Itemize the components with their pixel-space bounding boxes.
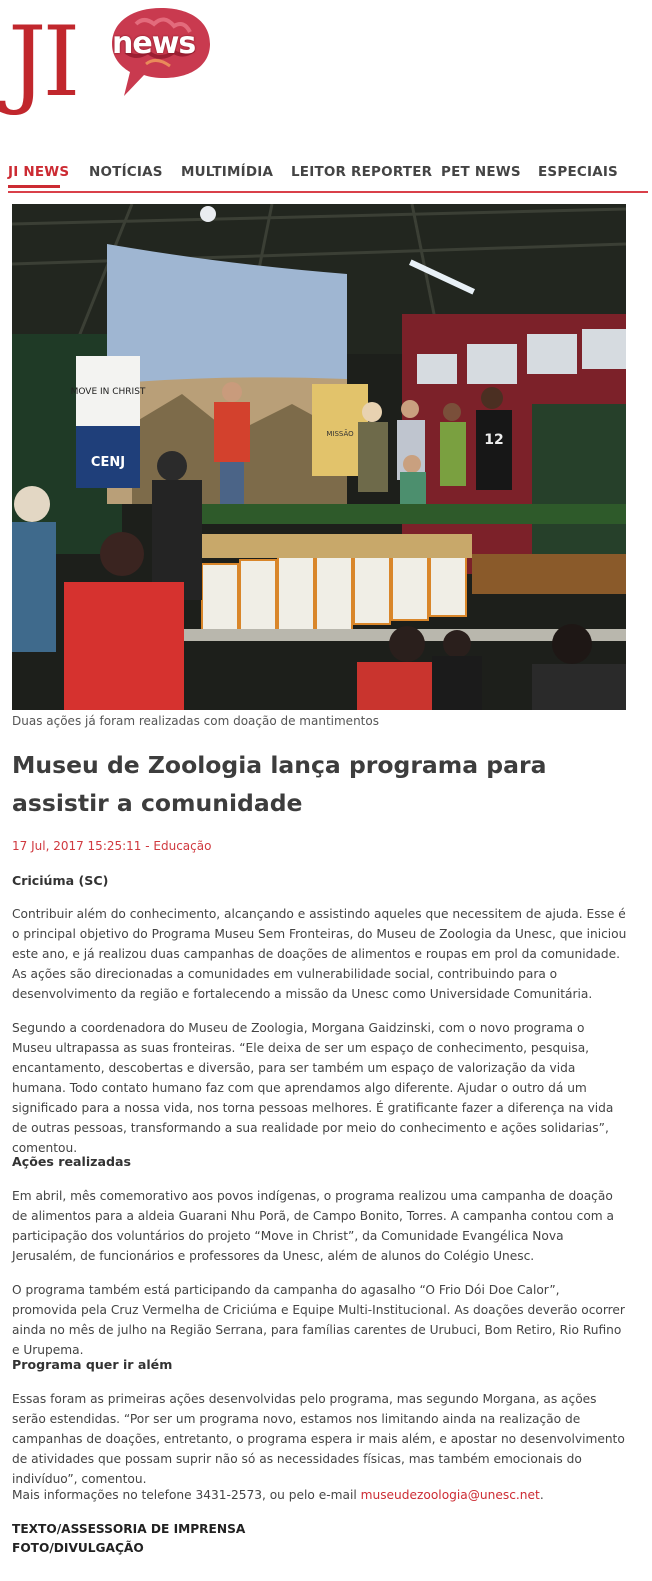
contact-line xyxy=(12,1485,628,1505)
contact-text: Mais informações no telefone 3431-2573, ou pelo e-mail xyxy=(12,1488,361,1502)
contact-suffix: . xyxy=(539,1488,544,1502)
logo-ji-text: JI xyxy=(8,6,77,118)
nav-item-multimidia[interactable]: MULTIMÍDIA xyxy=(181,164,274,180)
photo-scene xyxy=(12,204,626,710)
nav-item-especiais[interactable]: ESPECIAIS xyxy=(538,164,618,180)
main-nav xyxy=(8,161,648,193)
nav-active-indicator xyxy=(8,185,60,188)
credit-photo: FOTO/DIVULGAÇÃO xyxy=(12,1541,144,1555)
nav-item-ji-news[interactable]: JI NEWS xyxy=(8,164,70,180)
article-title: Museu de Zoologia lança programa para assistir a comunidade xyxy=(12,751,547,817)
paragraph-2: Segundo a coordenadora do Museu de Zoologia, Morgana Gaidzinski, com o novo programa o Museu ultrapassa as suas fronteiras. “Ele deixa de ser um espaço de conhecimento, pesquisa, encantamento, descobertas e diversão, para ser também um espaço de valorização da vida humana. Todo contato humano faz com que aprendamos algo diferente. Ajudar o outro dá um significado para a nossa vida, nos torna pessoas melhores. É gratificante fazer a diferença na vida de outras pessoas, transformando a sua realidade por meio do conhecimento e ações solidarias”, comentou. xyxy=(12,1021,614,1155)
banner-sub-text: CENJ xyxy=(90,455,126,470)
paragraph-5: Essas foram as primeiras ações desenvolvidas pelo programa, mas segundo Morgana, as ações serão estendidas. “Por ser um programa novo, estamos nos limitando ainda na realização de campanhas de doações, entretanto, o programa espera ir mais além, e apostar no desenvolvimento de atividades que possam suprir não só as necessidades físicas, mas também emocionais do indivíduo”, comentou. xyxy=(12,1392,625,1486)
subheading-programa: Programa quer ir além xyxy=(12,1357,173,1372)
paragraph-1: Contribuir além do conhecimento, alcançando e assistindo aqueles que necessitem de ajuda. Esse é o principal objetivo do Programa Museu Sem Fronteiras, do Museu de Zoologia da Unesc, que iniciou este ano, e já realizou duas campanhas de doações de alimentos e roupas em prol da comunidade. As ações são direcionadas a comunidades em vulnerabilidade social, contribuindo para o desenvolvimento da região e fortalecendo a missão da Unesc como Universidade Comunitária. xyxy=(12,907,627,1001)
nav-item-noticias[interactable]: NOTÍCIAS xyxy=(89,164,163,180)
credit-text: TEXTO/ASSESSORIA DE IMPRENSA xyxy=(12,1522,246,1536)
nav-item-leitor-reporter[interactable]: LEITOR REPORTER xyxy=(291,164,433,180)
banner-text: MOVE IN CHRIST xyxy=(70,387,146,397)
paragraph-3: Em abril, mês comemorativo aos povos indígenas, o programa realizou uma campanha de doação de alimentos para a aldeia Guarani Nhu Porã, de Campo Bonito, Torres. A campanha contou com a participação dos voluntários do projeto “Move in Christ”, da Comunidade Evangélica Nova Jerusalém, de funcionários e professores da Unesc, além de alunos do Colégio Unesc. xyxy=(12,1189,614,1263)
article-location: Criciúma (SC) xyxy=(12,873,109,888)
article-photo[interactable] xyxy=(12,204,626,710)
paragraph-4: O programa também está participando da campanha do agasalho “O Frio Dói Doe Calor”, promovida pela Cruz Vermelha de Criciúma e Equipe Multi-Institucional. As doações deverão ocorrer ainda no mês de julho na Região Serrana, para famílias carentes de Urubuci, Bom Retiro, Rio Rufino e Urupema. xyxy=(12,1283,625,1357)
poster-text: MISSÃO xyxy=(326,430,354,438)
article-meta: 17 Jul, 2017 15:25:11 - Educação xyxy=(12,839,212,853)
shirt-text: 12 xyxy=(484,432,504,448)
contact-email-link[interactable]: museudezoologia@unesc.net xyxy=(360,1488,540,1502)
logo-news-text: news xyxy=(112,26,196,61)
nav-item-pet-news[interactable]: PET NEWS xyxy=(441,164,521,180)
photo-caption: Duas ações já foram realizadas com doação de mantimentos xyxy=(12,714,379,728)
subheading-acoes: Ações realizadas xyxy=(12,1154,132,1169)
site-logo[interactable] xyxy=(6,2,216,124)
